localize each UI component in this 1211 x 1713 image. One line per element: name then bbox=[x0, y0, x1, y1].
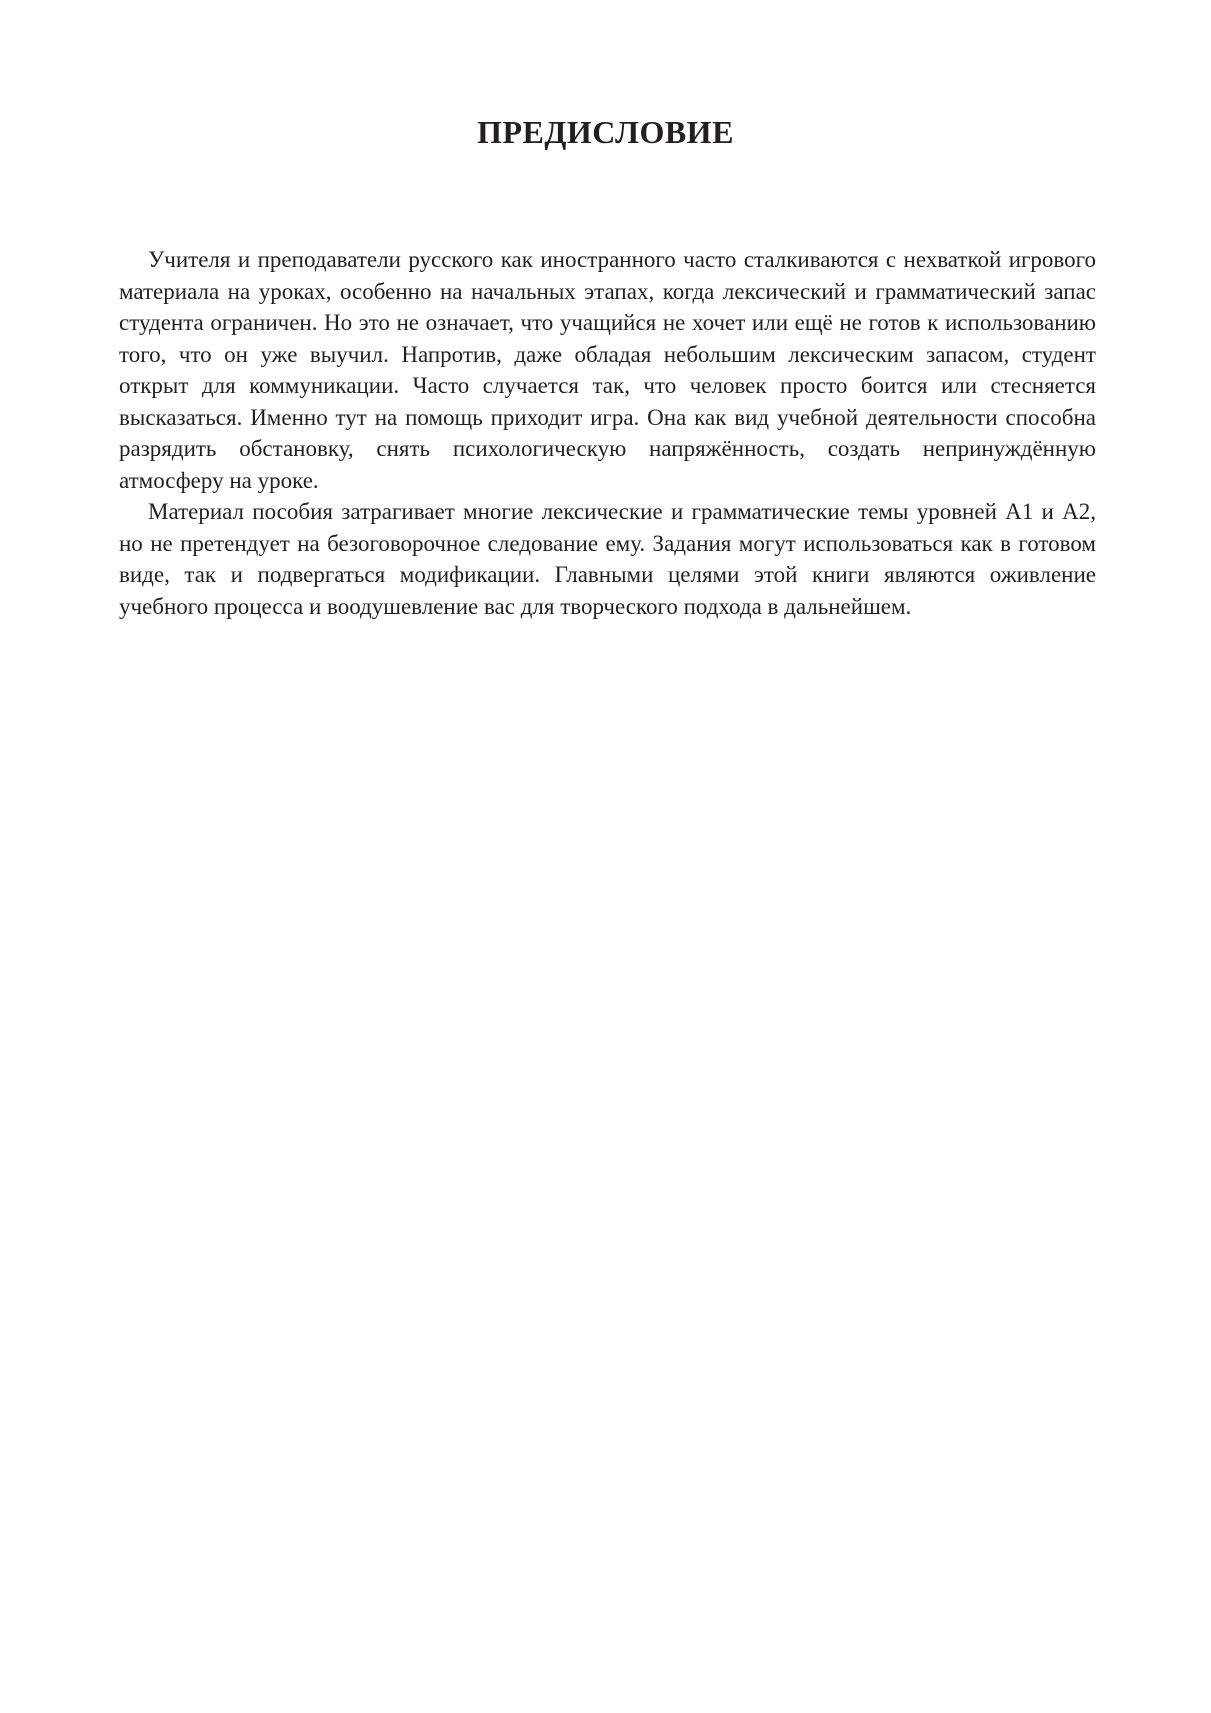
preface-body bbox=[119, 244, 1096, 622]
paragraph: Материал пособия затрагивает многие лексические и грамматические темы уровней А1 и А2, но не претендует на безоговорочное следование ему. Задания могут использоваться как в готовом виде, так и подвергаться модификации. Главными целями этой книги являются оживление учебного процесса и воодушевление вас для творческого подхода в дальнейшем. bbox=[119, 499, 1096, 619]
page-title: ПРЕДИСЛОВИЕ bbox=[477, 114, 734, 150]
paragraph: Учителя и преподаватели русского как иностранного часто сталкиваются с нехваткой игрового материала на уроках, особенно на начальных этапах, когда лексический и грамматический запас студента ограничен. Но это не означает, что учащийся не хочет или ещё не готов к использованию того, что он уже выучил. Напротив, даже обладая небольшим лексическим запасом, студент открыт для коммуникации. Часто случается так, что человек просто боится или стесняется высказаться. Именно тут на помощь приходит игра. Она как вид учебной деятельности способна разрядить обстановку, снять психологическую напряжённость, создать непринуждённую атмосферу на уроке. bbox=[119, 247, 1096, 493]
